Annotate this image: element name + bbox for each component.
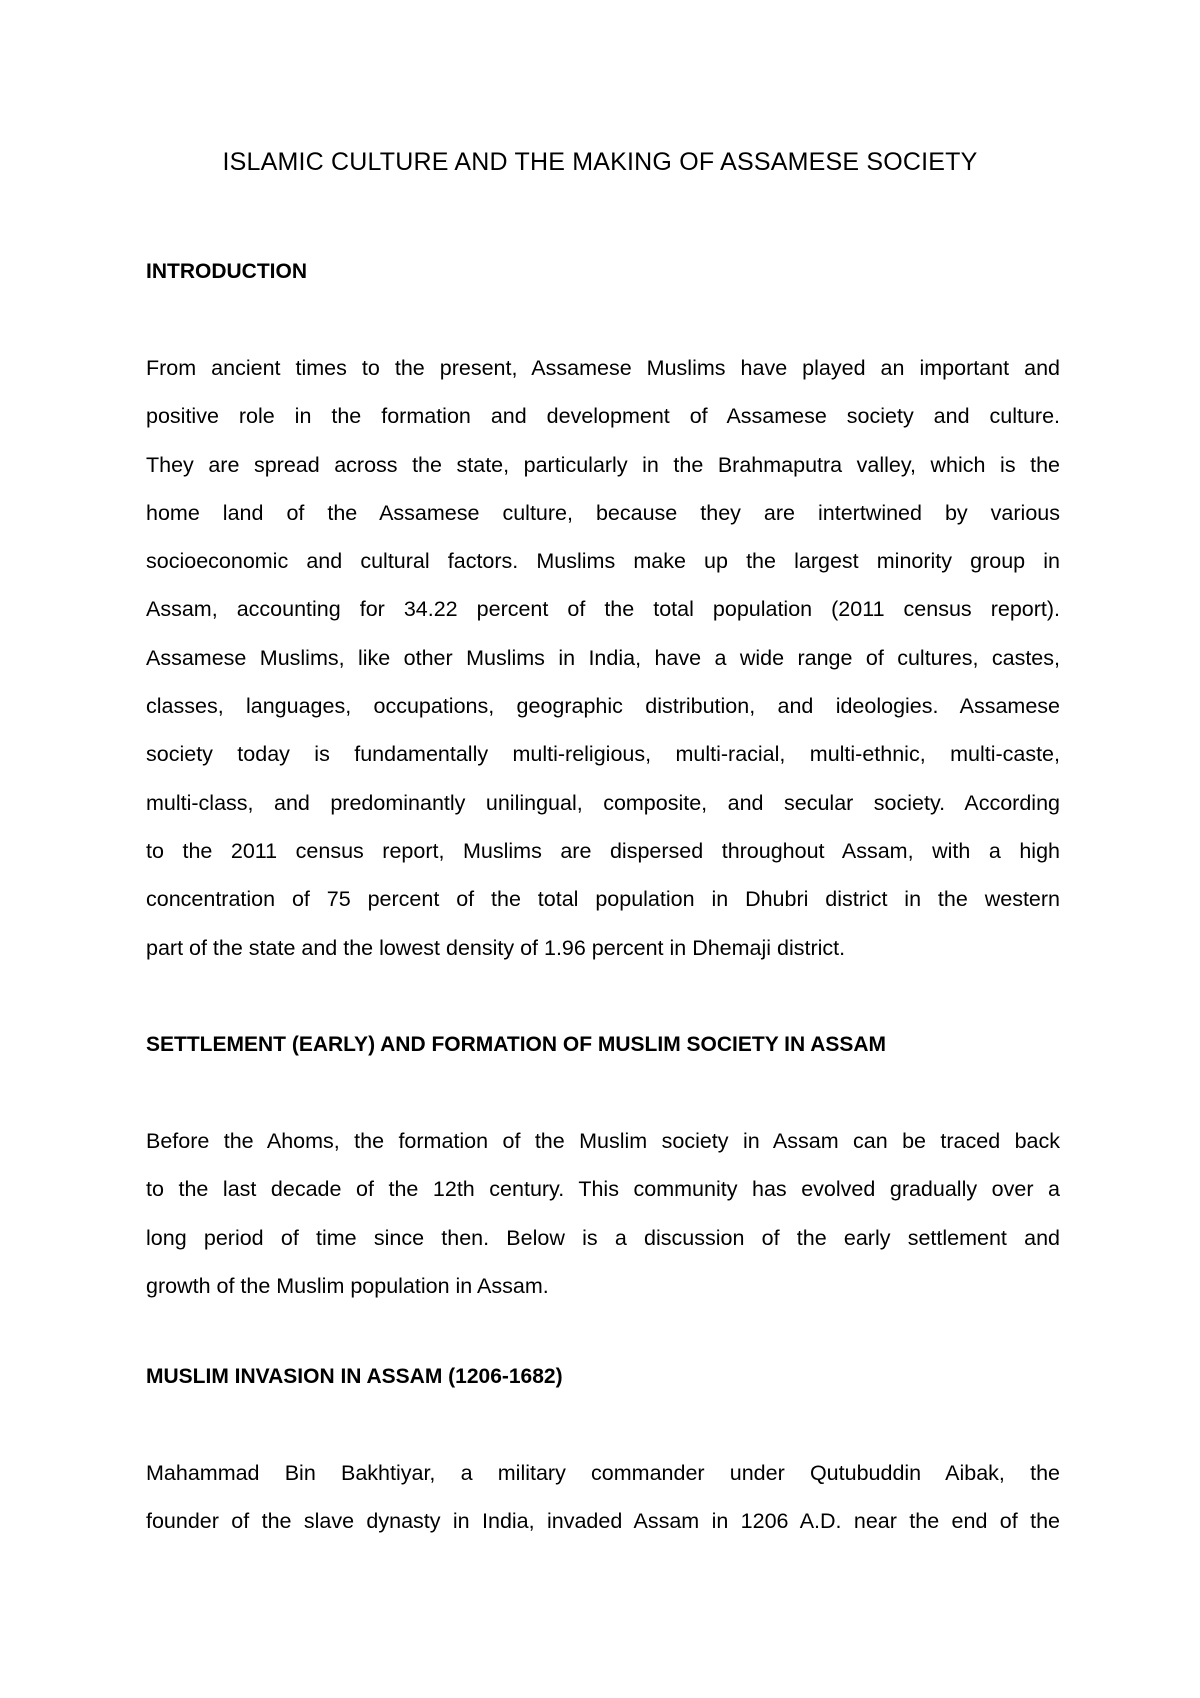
paragraph-line: long period of time since then. Below is a discussion of the early settlement and <box>146 1225 1060 1250</box>
paragraph-line: growth of the Muslim population in Assam. <box>146 1273 549 1298</box>
paragraph-line: multi-class, and predominantly unilingual, composite, and secular society. According <box>146 790 1060 815</box>
paragraph-line: Mahammad Bin Bakhtiyar, a military commander under Qutubuddin Aibak, the <box>146 1461 1060 1485</box>
section-paragraph-invasion <box>146 1449 1060 1546</box>
paragraph-line: to the last decade of the 12th century. This community has evolved gradually over a <box>146 1177 1060 1202</box>
section-heading-settlement: SETTLEMENT (EARLY) AND FORMATION OF MUSLIM SOCIETY IN ASSAM <box>146 1033 887 1056</box>
paragraph-line: founder of the slave dynasty in India, invaded Assam in 1206 A.D. near the end of the <box>146 1509 1060 1534</box>
section-paragraph-introduction <box>146 344 1060 972</box>
paragraph-line: part of the state and the lowest density of 1.96 percent in Dhemaji district. <box>146 935 846 960</box>
paragraph-line: concentration of 75 percent of the total population in Dhubri district in the western <box>146 887 1060 912</box>
paragraph-line: From ancient times to the present, Assamese Muslims have played an important and <box>146 356 1060 380</box>
section-paragraph-settlement <box>146 1117 1060 1310</box>
section-heading-introduction: INTRODUCTION <box>146 260 307 283</box>
paragraph-line: to the 2011 census report, Muslims are dispersed throughout Assam, with a high <box>146 838 1060 863</box>
paragraph-line: society today is fundamentally multi-religious, multi-racial, multi-ethnic, multi-caste, <box>146 742 1060 767</box>
section-heading-invasion: MUSLIM INVASION IN ASSAM (1206-1682) <box>146 1365 563 1388</box>
paragraph-line: Assamese Muslims, like other Muslims in India, have a wide range of cultures, castes, <box>146 645 1060 670</box>
document-title: ISLAMIC CULTURE AND THE MAKING OF ASSAMESE SOCIETY <box>222 148 978 176</box>
paragraph-line: Assam, accounting for 34.22 percent of the total population (2011 census report). <box>146 597 1060 622</box>
paragraph-line: They are spread across the state, particularly in the Brahmaputra valley, which is the <box>146 452 1060 477</box>
paragraph-line: socioeconomic and cultural factors. Muslims make up the largest minority group in <box>146 549 1060 574</box>
paragraph-line: positive role in the formation and development of Assamese society and culture. <box>146 404 1060 429</box>
paragraph-line: home land of the Assamese culture, because they are intertwined by various <box>146 500 1060 525</box>
paragraph-line: classes, languages, occupations, geographic distribution, and ideologies. Assamese <box>146 694 1060 719</box>
paragraph-line: Before the Ahoms, the formation of the Muslim society in Assam can be traced back <box>146 1129 1060 1153</box>
